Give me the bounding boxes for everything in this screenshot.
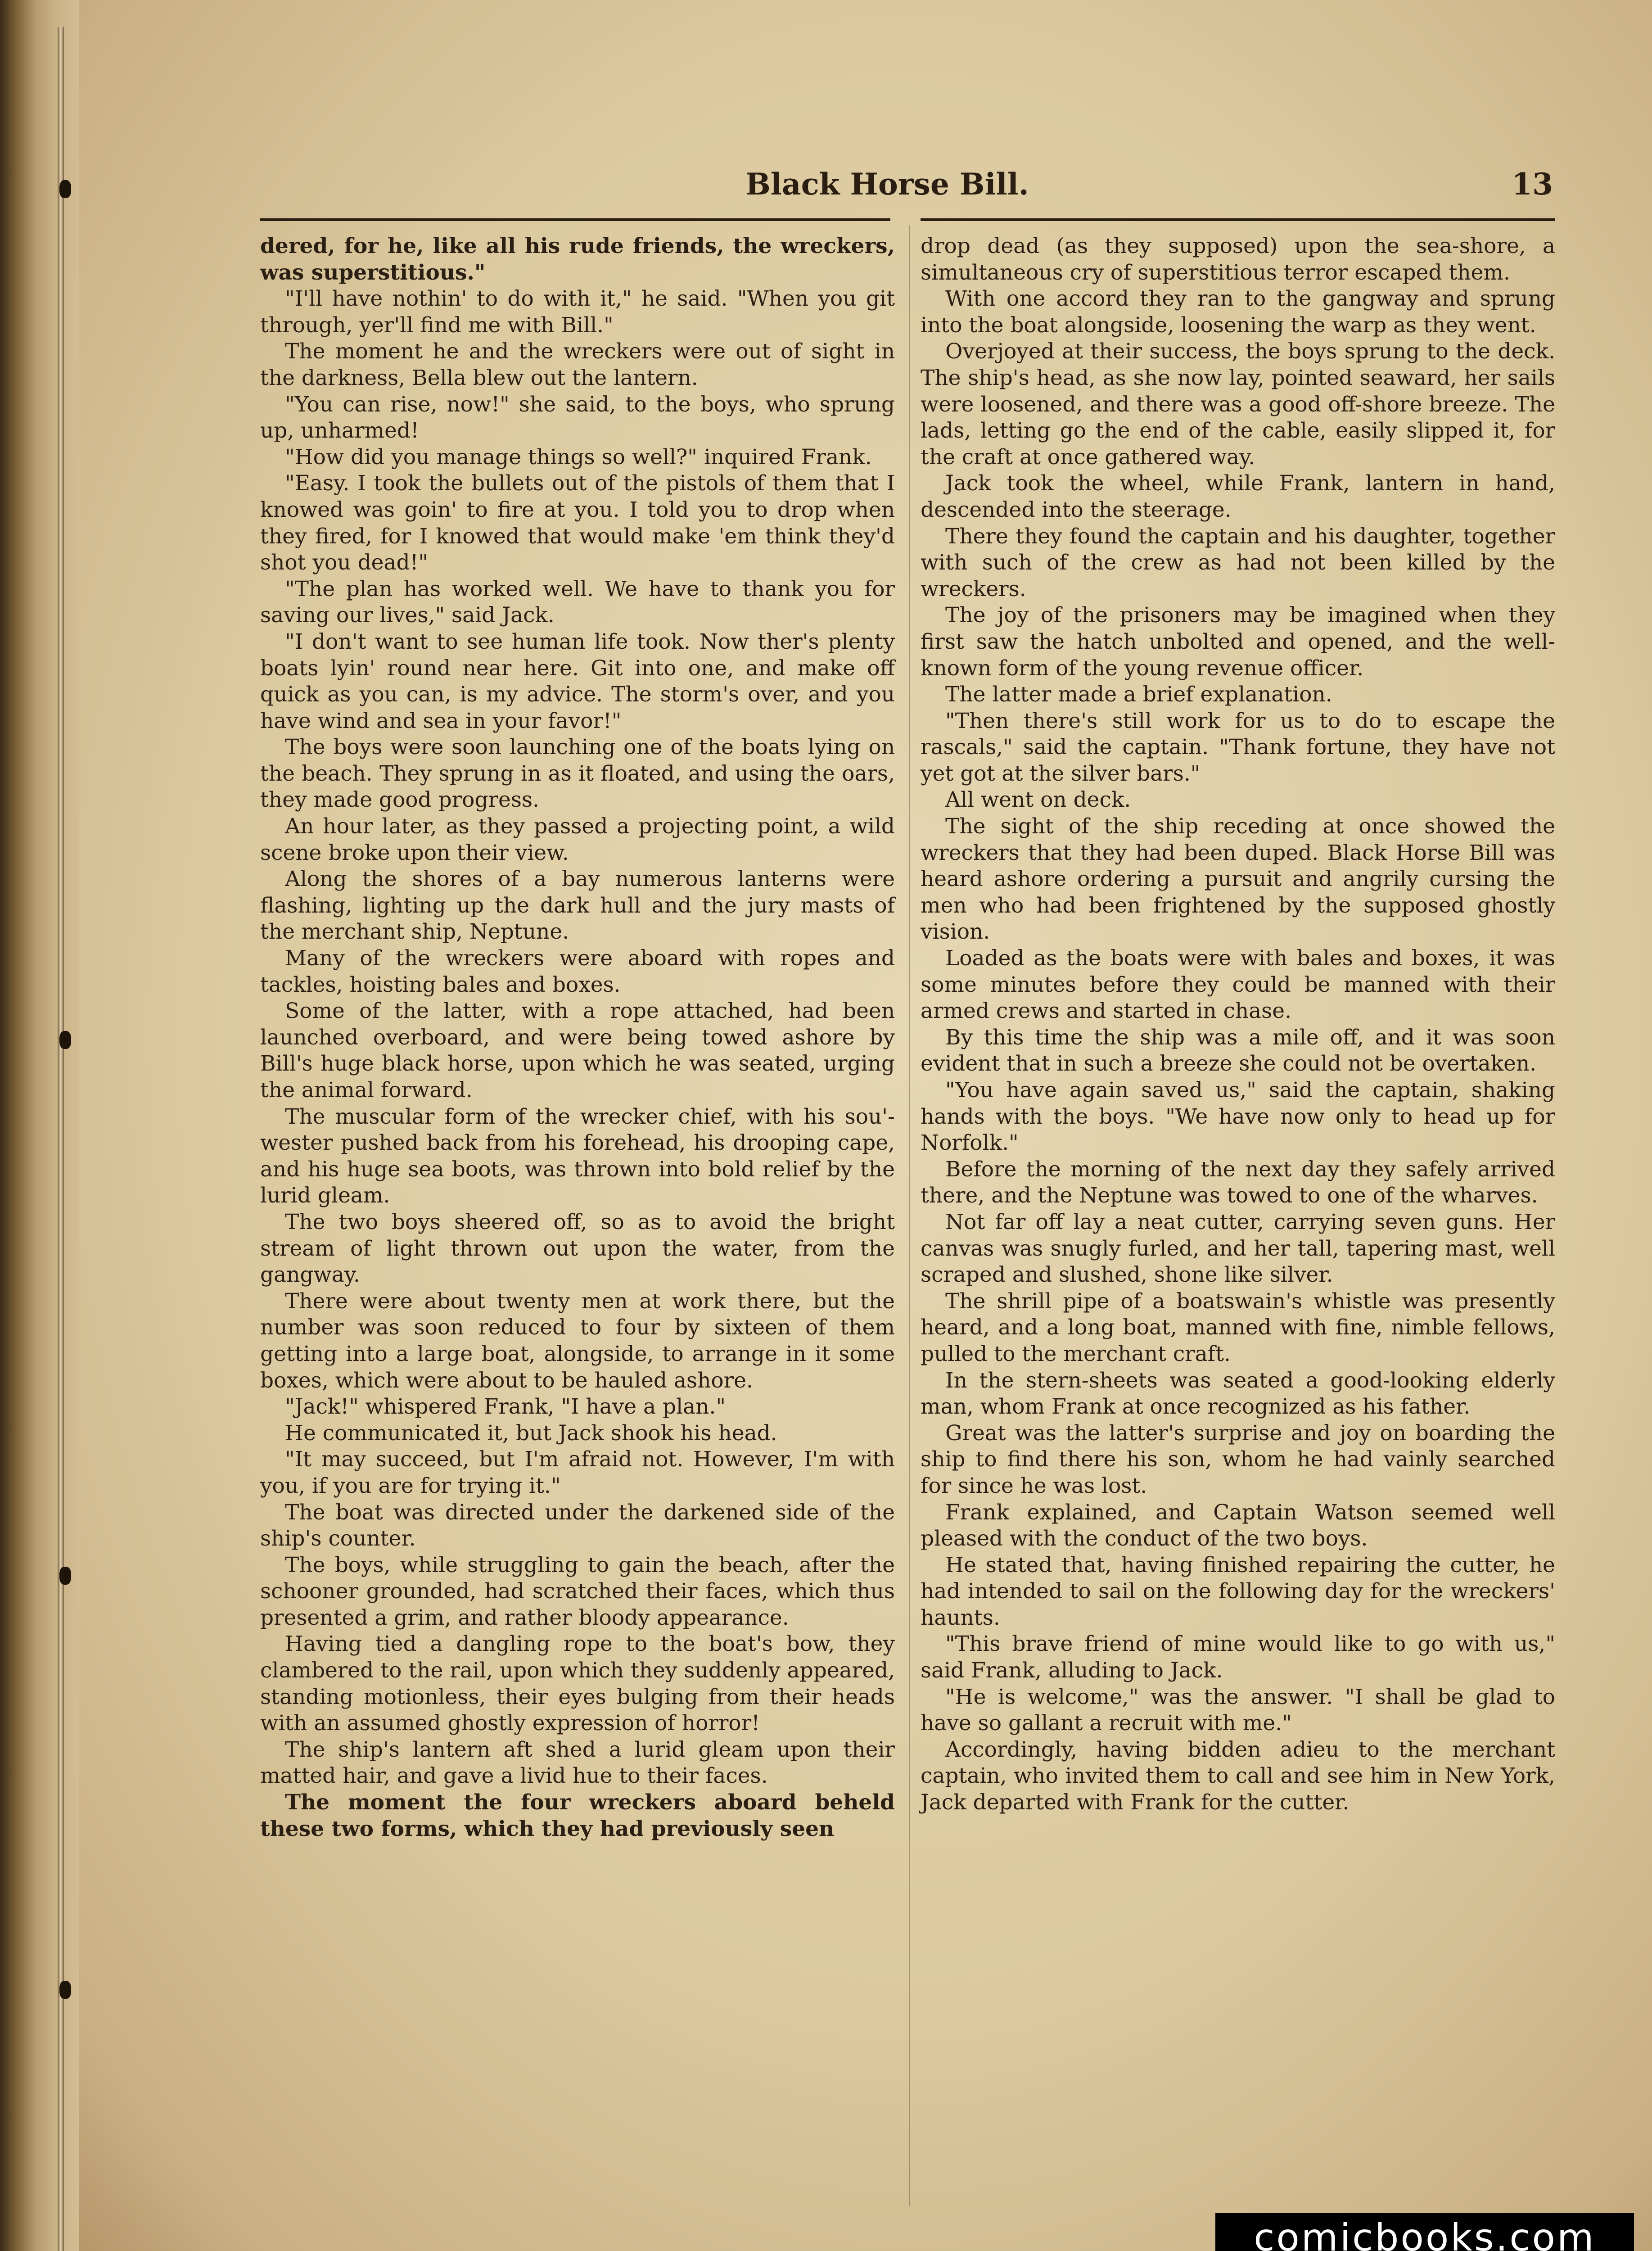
paragraph: The shrill pipe of a boatswain's whistle was presently heard, and a long boat, manned with fine, nimble fellows, pulled to the merchant craft. [921,1288,1555,1366]
paragraph: "You can rise, now!" she said, to the boys, who sprung up, unharmed! [260,392,895,443]
paragraph: Before the morning of the next day they safely arrived there, and the Neptune was towed to one of the wharves. [921,1157,1555,1208]
paragraph: dered, for he, like all his rude friends, the wreckers, was superstitious." [260,234,895,285]
paragraph: Having tied a dangling rope to the boat's bow, they clambered to the rail, upon which they suddenly appeared, standing motionless, their eyes bulging from their heads with an assumed ghostly expression of horror! [260,1632,895,1736]
paragraph: Not far off lay a neat cutter, carrying seven guns. Her canvas was snugly furled, and her tall, tapering mast, well scraped and slushed, shone like silver. [921,1209,1555,1288]
paragraph: The ship's lantern aft shed a lurid gleam upon their matted hair, and gave a livid hue to their faces. [260,1737,895,1789]
paragraph: "He is welcome," was the answer. "I shall be glad to have so gallant a recruit with me." [921,1684,1555,1736]
paragraph: "How did you manage things so well?" inquired Frank. [285,444,872,470]
paragraph: Along the shores of a bay numerous lanterns were flashing, lighting up the dark hull and the jury masts of the merchant ship, Neptune. [260,867,895,945]
binding-stitch [59,1981,71,1999]
left-text-column [260,233,895,1842]
paragraph: Overjoyed at their success, the boys sprung to the deck. The ship's head, as she now lay, pointed seaward, her sails were loosened, and there was a good off-shore breeze. The lads, letting go the end of the cable, easily slipped it, for the craft at once gathered way. [921,339,1555,470]
column-divider [909,225,910,2206]
paragraph: "Easy. I took the bullets out of the pistols of them that I knowed was goin' to fire at you. I told you to drop when they fired, for I knowed that would make 'em think they'd shot you dead!" [260,471,895,575]
running-title: Black Horse Bill. [745,167,1029,202]
paragraph: "You have again saved us," said the captain, shaking hands with the boys. "We have now only to head up for Norfolk." [921,1078,1555,1156]
paragraph: There they found the captain and his daughter, together with such of the crew as had not been killed by the wreckers. [921,524,1555,601]
paragraph: Great was the latter's surprise and joy on boarding the ship to find there his son, whom he had vainly searched for since he was lost. [921,1420,1555,1498]
paragraph: The boat was directed under the darkened side of the ship's counter. [260,1500,895,1551]
page-binding [0,0,79,2251]
paragraph: drop dead (as they supposed) upon the sea-shore, a simultaneous cry of superstitious terror escaped them. [921,234,1555,285]
page-number: 13 [1512,167,1553,202]
paragraph: An hour later, as they passed a projecting point, a wild scene broke upon their view. [260,814,895,865]
binding-stitch [59,1567,71,1585]
paragraph: The joy of the prisoners may be imagined when they first saw the hatch unbolted and opened, and the well-known form of the young revenue officer. [921,603,1555,681]
paragraph: Frank explained, and Captain Watson seemed well pleased with the conduct of the two boys. [921,1500,1555,1551]
paragraph: Many of the wreckers were aboard with ropes and tackles, hoisting bales and boxes. [260,946,895,997]
paragraph: The boys, while struggling to gain the beach, after the schooner grounded, had scratched their faces, which thus presented a grim, and rather bloody appearance. [260,1552,895,1630]
paragraph: Loaded as the boats were with bales and boxes, it was some minutes before they could be manned with their armed crews and started in chase. [921,946,1555,1024]
header-rule-right [921,218,1555,221]
paragraph: The moment the four wreckers aboard beheld these two forms, which they had previously seen [260,1790,895,1841]
paragraph: He communicated it, but Jack shook his head. [285,1420,777,1446]
paragraph: The moment he and the wreckers were out of sight in the darkness, Bella blew out the lantern. [260,339,895,390]
watermark-logo: comicbooks.com [1215,2213,1634,2251]
paragraph: The two boys sheered off, so as to avoid the bright stream of light thrown out upon the water, from the gangway. [260,1209,895,1288]
paragraph: "The plan has worked well. We have to thank you for saving our lives," said Jack. [260,576,895,628]
paragraph: "I'll have nothin' to do with it," he said. "When you git through, yer'll find me with Bill." [260,286,895,338]
paragraph: Some of the latter, with a rope attached, had been launched overboard, and were being towed ashore by Bill's huge black horse, upon which he was seated, urging the animal forward. [260,999,895,1103]
paragraph: "This brave friend of mine would like to go with us," said Frank, alluding to Jack. [921,1632,1555,1683]
paragraph: All went on deck. [945,787,1131,813]
page-header [261,167,1566,207]
right-text-column [921,233,1555,1816]
paragraph: The sight of the ship receding at once showed the wreckers that they had been duped. Black Horse Bill was heard ashore ordering a pursuit and angrily cursing the men who had been frightened by the supposed ghostly vision. [921,814,1555,945]
paragraph: The muscular form of the wrecker chief, with his sou'-wester pushed back from his forehead, his drooping cape, and his huge sea boots, was thrown into bold relief by the lurid gleam. [260,1104,895,1208]
paragraph: There were about twenty men at work there, but the number was soon reduced to four by sixteen of them getting into a large boat, alongside, to arrange in it some boxes, which were about to be hauled ashore. [260,1288,895,1393]
paragraph: The latter made a brief explanation. [945,682,1332,707]
paragraph: By this time the ship was a mile off, and it was soon evident that in such a breeze she could not be overtaken. [921,1025,1555,1076]
paragraph: "Jack!" whispered Frank, "I have a plan." [285,1394,726,1419]
binding-stitch [59,1031,71,1049]
paragraph: "It may succeed, but I'm afraid not. However, I'm with you, if you are for trying it." [260,1447,895,1498]
paragraph: "Then there's still work for us to do to escape the rascals," said the captain. "Thank fortune, they have not yet got at the silver bars." [921,708,1555,786]
paragraph: The boys were soon launching one of the boats lying on the beach. They sprung in as it floated, and using the oars, they made good progress. [260,735,895,813]
paragraph: "I don't want to see human life took. Now ther's plenty boats lyin' round near here. Git into one, and make off quick as you can, is my advice. The storm's over, and you have wind and sea in your favor!" [260,629,895,733]
paragraph: In the stern-sheets was seated a good-looking elderly man, whom Frank at once recognized as his father. [921,1368,1555,1419]
paragraph: Accordingly, having bidden adieu to the merchant captain, who invited them to call and see him in New York, Jack departed with Frank for the cutter. [921,1737,1555,1815]
binding-stitch [59,180,71,198]
paragraph: With one accord they ran to the gangway and sprung into the boat alongside, loosening the warp as they went. [921,286,1555,338]
binding-spine [58,27,64,2251]
paragraph: Jack took the wheel, while Frank, lantern in hand, descended into the steerage. [921,471,1555,522]
paragraph: He stated that, having finished repairing the cutter, he had intended to sail on the following day for the wreckers' haunts. [921,1552,1555,1630]
header-rule-left [260,218,890,221]
